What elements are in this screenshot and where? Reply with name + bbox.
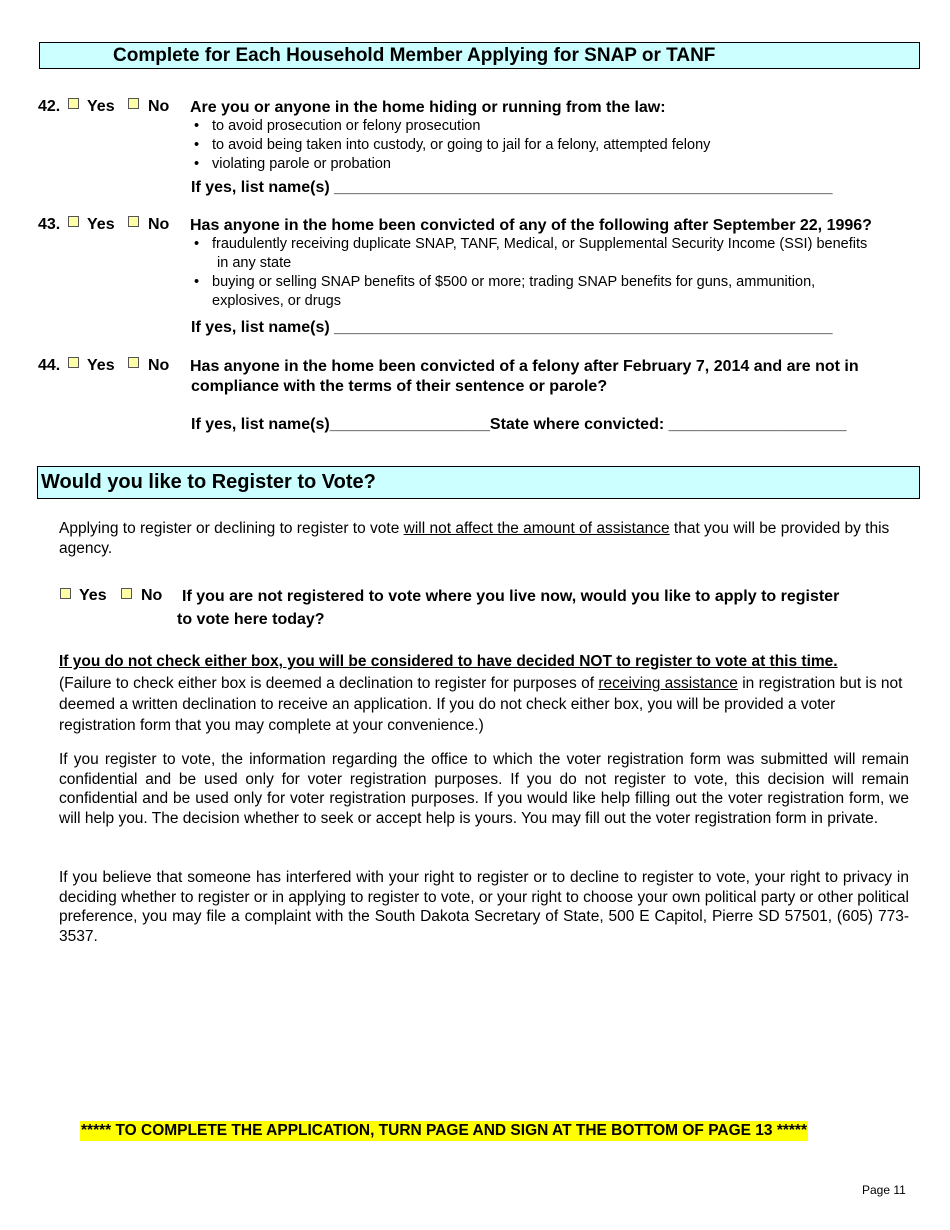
q43-question: Has anyone in the home been convicted of any of the following after September 22, 1996? <box>190 217 872 234</box>
q43-no-checkbox[interactable] <box>128 216 139 227</box>
q42-question: Are you or anyone in the home hiding or running from the law: <box>190 99 666 116</box>
q43-bullet-1-line-1: • fraudulently receiving duplicate SNAP, TANF, Medical, or Supplemental Security Income (SSI) benefits <box>212 236 868 252</box>
q43-names-field[interactable]: If yes, list name(s) ________________________________________________________ <box>191 319 833 336</box>
vote-failure-note <box>59 673 909 736</box>
vote-yes-label: Yes <box>79 587 107 604</box>
vote-no-checkbox[interactable] <box>121 588 132 599</box>
question-number: 43. <box>38 216 61 233</box>
q42-no-label: No <box>148 98 170 115</box>
vote-intro-text-end: that you will be provided by this agency. <box>59 520 890 557</box>
vote-confidentiality-paragraph: If you register to vote, the information regarding the office to which the voter registration form was submitted will remain confidential and be used only for voter registration purposes. If you do not register to vote, this decision will remain confidential and be used only for voter registration purposes. If you would like help filling out the voter registration form, we will help you. The decision whether to seek or accept help is yours. You may fill out the voter registration form in private. <box>59 751 909 827</box>
vote-complaint-paragraph: If you believe that someone has interfered with your right to register or to decline to register to vote, your right to privacy in deciding whether to register or in applying to register to vote, or your right to choose your own political party or other political preference, you may file a complaint with the South Dakota Secretary of State, 500 E Capitol, Pierre SD 57501, (605) 773-3537. <box>59 869 909 945</box>
q43-bullet-list <box>190 235 930 311</box>
q42-yes-checkbox[interactable] <box>68 98 79 109</box>
sign-page-banner: ***** TO COMPLETE THE APPLICATION, TURN PAGE AND SIGN AT THE BOTTOM OF PAGE 13 ***** <box>81 1122 807 1139</box>
failure-text-end: in registration but is not deemed a written declination to receive an application. If you do not check either box, you will be provided a voter registration form that you may complete at your convenience.) <box>59 675 903 734</box>
list-item: • to avoid prosecution or felony prosecution <box>190 117 920 136</box>
section-title: Would you like to Register to Vote? <box>41 471 376 493</box>
list-item: • buying or selling SNAP benefits of $500 or more; trading SNAP benefits for guns, ammunition, explosives, or drugs <box>190 273 872 311</box>
q43-yes-checkbox[interactable] <box>68 216 79 227</box>
page-number: Page 11 <box>862 1183 906 1197</box>
vote-question-line-1: If you are not registered to vote where you live now, would you like to apply to register <box>182 588 840 605</box>
q44-question-line-1: Has anyone in the home been convicted of a felony after February 7, 2014 and are not in <box>190 358 859 375</box>
q43-yes-label: Yes <box>87 216 115 233</box>
vote-question-line-2: to vote here today? <box>177 611 325 628</box>
section-title: Complete for Each Household Member Applying for SNAP or TANF <box>113 45 716 66</box>
q44-no-checkbox[interactable] <box>128 357 139 368</box>
vote-yes-checkbox[interactable] <box>60 588 71 599</box>
question-number: 42. <box>38 98 61 115</box>
vote-warning: If you do not check either box, you will be considered to have decided NOT to register to vote at this time. <box>59 653 838 670</box>
vote-no-label: No <box>141 587 163 604</box>
q44-names-state-field[interactable]: If yes, list name(s)__________________State where convicted: ____________________ <box>191 416 847 433</box>
q42-names-field[interactable]: If yes, list name(s) ________________________________________________________ <box>191 179 833 196</box>
vote-intro-underlined: will not affect the amount of assistance <box>403 520 670 537</box>
q44-yes-label: Yes <box>87 357 115 374</box>
list-item <box>190 235 930 273</box>
failure-text: (Failure to check either box is deemed a declination to register for purposes of <box>59 675 599 692</box>
list-item: • violating parole or probation <box>190 155 920 174</box>
q43-no-label: No <box>148 216 170 233</box>
q44-no-label: No <box>148 357 170 374</box>
section-header-snap-tanf <box>39 42 920 69</box>
failure-underlined: receiving assistance <box>598 675 738 692</box>
q42-no-checkbox[interactable] <box>128 98 139 109</box>
q43-bullet-1-line-2: in any state <box>217 255 292 271</box>
q44-question-line-2: compliance with the terms of their sentence or parole? <box>191 378 608 395</box>
section-header-register-to-vote <box>37 466 920 499</box>
q44-yes-checkbox[interactable] <box>68 357 79 368</box>
question-number: 44. <box>38 357 61 374</box>
list-item: • to avoid being taken into custody, or going to jail for a felony, attempted felony <box>190 136 920 155</box>
vote-intro <box>59 519 921 558</box>
q42-yes-label: Yes <box>87 98 115 115</box>
vote-intro-text: Applying to register or declining to register to vote <box>59 520 404 537</box>
q42-bullet-list <box>190 117 920 174</box>
